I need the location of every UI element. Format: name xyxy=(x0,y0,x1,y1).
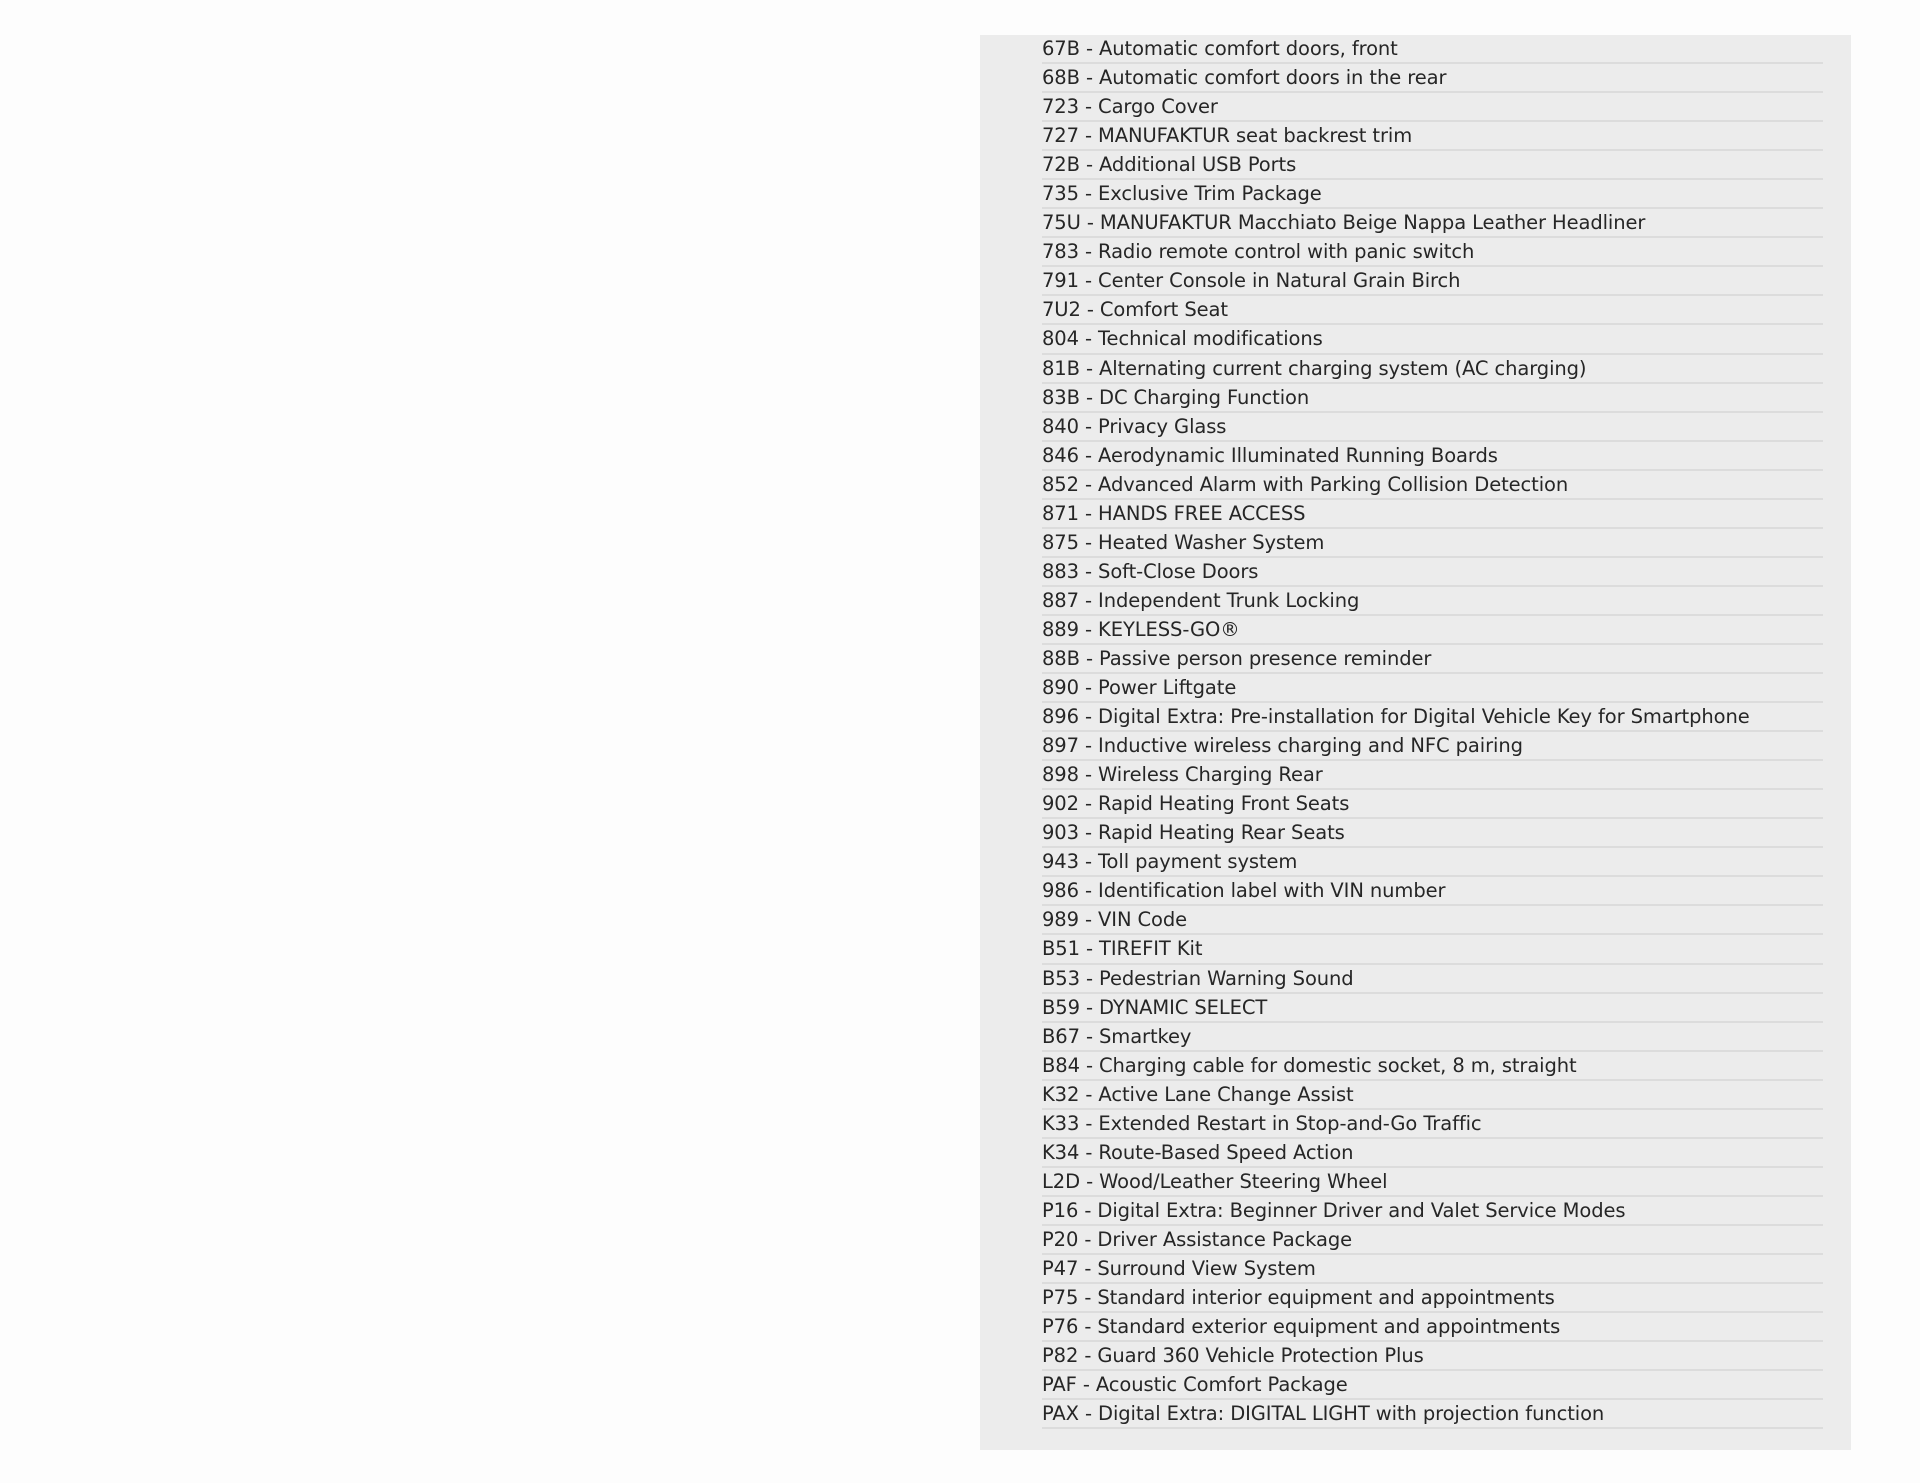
option-label: 804 - Technical modifications xyxy=(1042,327,1323,351)
option-row xyxy=(1042,180,1823,209)
option-label: PAF - Acoustic Comfort Package xyxy=(1042,1373,1348,1397)
option-row xyxy=(1042,1081,1823,1110)
option-label: 7U2 - Comfort Seat xyxy=(1042,298,1228,322)
option-label: 723 - Cargo Cover xyxy=(1042,95,1218,119)
option-row xyxy=(1042,442,1823,471)
option-row xyxy=(1042,848,1823,877)
option-label: B53 - Pedestrian Warning Sound xyxy=(1042,966,1354,990)
option-label: 943 - Toll payment system xyxy=(1042,850,1298,874)
option-label: 889 - KEYLESS-GO® xyxy=(1042,617,1240,641)
option-label: 81B - Alternating current charging system (AC charging) xyxy=(1042,356,1587,380)
option-row xyxy=(1042,238,1823,267)
option-row xyxy=(1042,965,1823,994)
option-label: B59 - DYNAMIC SELECT xyxy=(1042,995,1268,1019)
option-label: P20 - Driver Assistance Package xyxy=(1042,1227,1353,1251)
option-label: 846 - Aerodynamic Illuminated Running Boards xyxy=(1042,443,1498,467)
option-label: 88B - Passive person presence reminder xyxy=(1042,647,1432,670)
option-row xyxy=(1042,616,1823,645)
option-label: PAX - Digital Extra: DIGITAL LIGHT with projection function xyxy=(1042,1402,1605,1426)
option-row xyxy=(1042,1139,1823,1168)
option-label: 852 - Advanced Alarm with Parking Collision Detection xyxy=(1042,472,1569,496)
option-label: 871 - HANDS FREE ACCESS xyxy=(1042,501,1306,525)
option-row xyxy=(1042,587,1823,616)
option-label: 989 - VIN Code xyxy=(1042,908,1188,932)
option-row xyxy=(1042,732,1823,761)
option-label: 68B - Automatic comfort doors in the rear xyxy=(1042,66,1447,90)
option-label: 791 - Center Console in Natural Grain Birch xyxy=(1042,269,1461,293)
option-label: 902 - Rapid Heating Front Seats xyxy=(1042,792,1350,816)
option-row xyxy=(1042,1197,1823,1226)
option-row xyxy=(1042,35,1823,64)
option-label: 898 - Wireless Charging Rear xyxy=(1042,763,1323,787)
option-label: 896 - Digital Extra: Pre-installation for Digital Vehicle Key for Smartphone xyxy=(1042,705,1750,729)
option-label: 67B - Automatic comfort doors, front xyxy=(1042,37,1398,61)
option-row xyxy=(1042,355,1823,384)
option-row xyxy=(1042,1342,1823,1371)
option-row xyxy=(1042,1371,1823,1400)
option-label: K34 - Route-Based Speed Action xyxy=(1042,1140,1354,1164)
option-label: L2D - Wood/Leather Steering Wheel xyxy=(1042,1169,1388,1193)
options-panel xyxy=(980,35,1851,1450)
option-label: 735 - Exclusive Trim Package xyxy=(1042,182,1322,206)
option-row xyxy=(1042,761,1823,790)
option-label: 727 - MANUFAKTUR seat backrest trim xyxy=(1042,124,1413,148)
option-row xyxy=(1042,471,1823,500)
option-row xyxy=(1042,296,1823,325)
option-row xyxy=(1042,151,1823,180)
option-label: 75U - MANUFAKTUR Macchiato Beige Nappa Leather Headliner xyxy=(1042,211,1646,235)
option-label: 72B - Additional USB Ports xyxy=(1042,153,1297,177)
option-row xyxy=(1042,325,1823,354)
option-label: 897 - Inductive wireless charging and NFC pairing xyxy=(1042,734,1523,758)
option-row xyxy=(1042,994,1823,1023)
option-label: 887 - Independent Trunk Locking xyxy=(1042,588,1360,612)
option-label: 875 - Heated Washer System xyxy=(1042,530,1325,554)
option-label: B84 - Charging cable for domestic socket, 8 m, straight xyxy=(1042,1053,1577,1077)
option-row xyxy=(1042,529,1823,558)
option-row xyxy=(1042,1023,1823,1052)
option-row xyxy=(1042,819,1823,848)
option-row xyxy=(1042,64,1823,93)
option-label: P16 - Digital Extra: Beginner Driver and Valet Service Modes xyxy=(1042,1198,1626,1222)
option-label: K32 - Active Lane Change Assist xyxy=(1042,1082,1354,1106)
option-label: 890 - Power Liftgate xyxy=(1042,676,1237,700)
option-row xyxy=(1042,1255,1823,1284)
option-row xyxy=(1042,93,1823,122)
option-label: P76 - Standard exterior equipment and appointments xyxy=(1042,1315,1561,1339)
option-row xyxy=(1042,384,1823,413)
option-row xyxy=(1042,267,1823,296)
option-label: P47 - Surround View System xyxy=(1042,1256,1316,1280)
option-row xyxy=(1042,645,1823,674)
option-label: K33 - Extended Restart in Stop-and-Go Traffic xyxy=(1042,1111,1482,1135)
option-row xyxy=(1042,674,1823,703)
option-row xyxy=(1042,500,1823,529)
option-label: 883 - Soft-Close Doors xyxy=(1042,559,1259,583)
option-row xyxy=(1042,1110,1823,1139)
option-label: 903 - Rapid Heating Rear Seats xyxy=(1042,821,1345,845)
option-row xyxy=(1042,1284,1823,1313)
option-row xyxy=(1042,1226,1823,1255)
option-row xyxy=(1042,1168,1823,1197)
option-row xyxy=(1042,935,1823,964)
option-row xyxy=(1042,906,1823,935)
option-label: P75 - Standard interior equipment and appointments xyxy=(1042,1286,1555,1310)
option-label: 840 - Privacy Glass xyxy=(1042,414,1227,438)
option-label: P82 - Guard 360 Vehicle Protection Plus xyxy=(1042,1344,1424,1368)
option-row xyxy=(1042,209,1823,238)
option-row xyxy=(1042,413,1823,442)
option-row xyxy=(1042,1313,1823,1342)
option-label: 783 - Radio remote control with panic switch xyxy=(1042,240,1475,264)
options-list xyxy=(1042,35,1823,1429)
option-row xyxy=(1042,790,1823,819)
option-row xyxy=(1042,122,1823,151)
option-row xyxy=(1042,877,1823,906)
option-row xyxy=(1042,1052,1823,1081)
option-row xyxy=(1042,558,1823,587)
option-label: 986 - Identification label with VIN number xyxy=(1042,879,1446,903)
option-label: B67 - Smartkey xyxy=(1042,1024,1192,1048)
option-row xyxy=(1042,1400,1823,1429)
option-label: 83B - DC Charging Function xyxy=(1042,385,1310,409)
option-row xyxy=(1042,703,1823,732)
option-label: B51 - TIREFIT Kit xyxy=(1042,937,1203,961)
